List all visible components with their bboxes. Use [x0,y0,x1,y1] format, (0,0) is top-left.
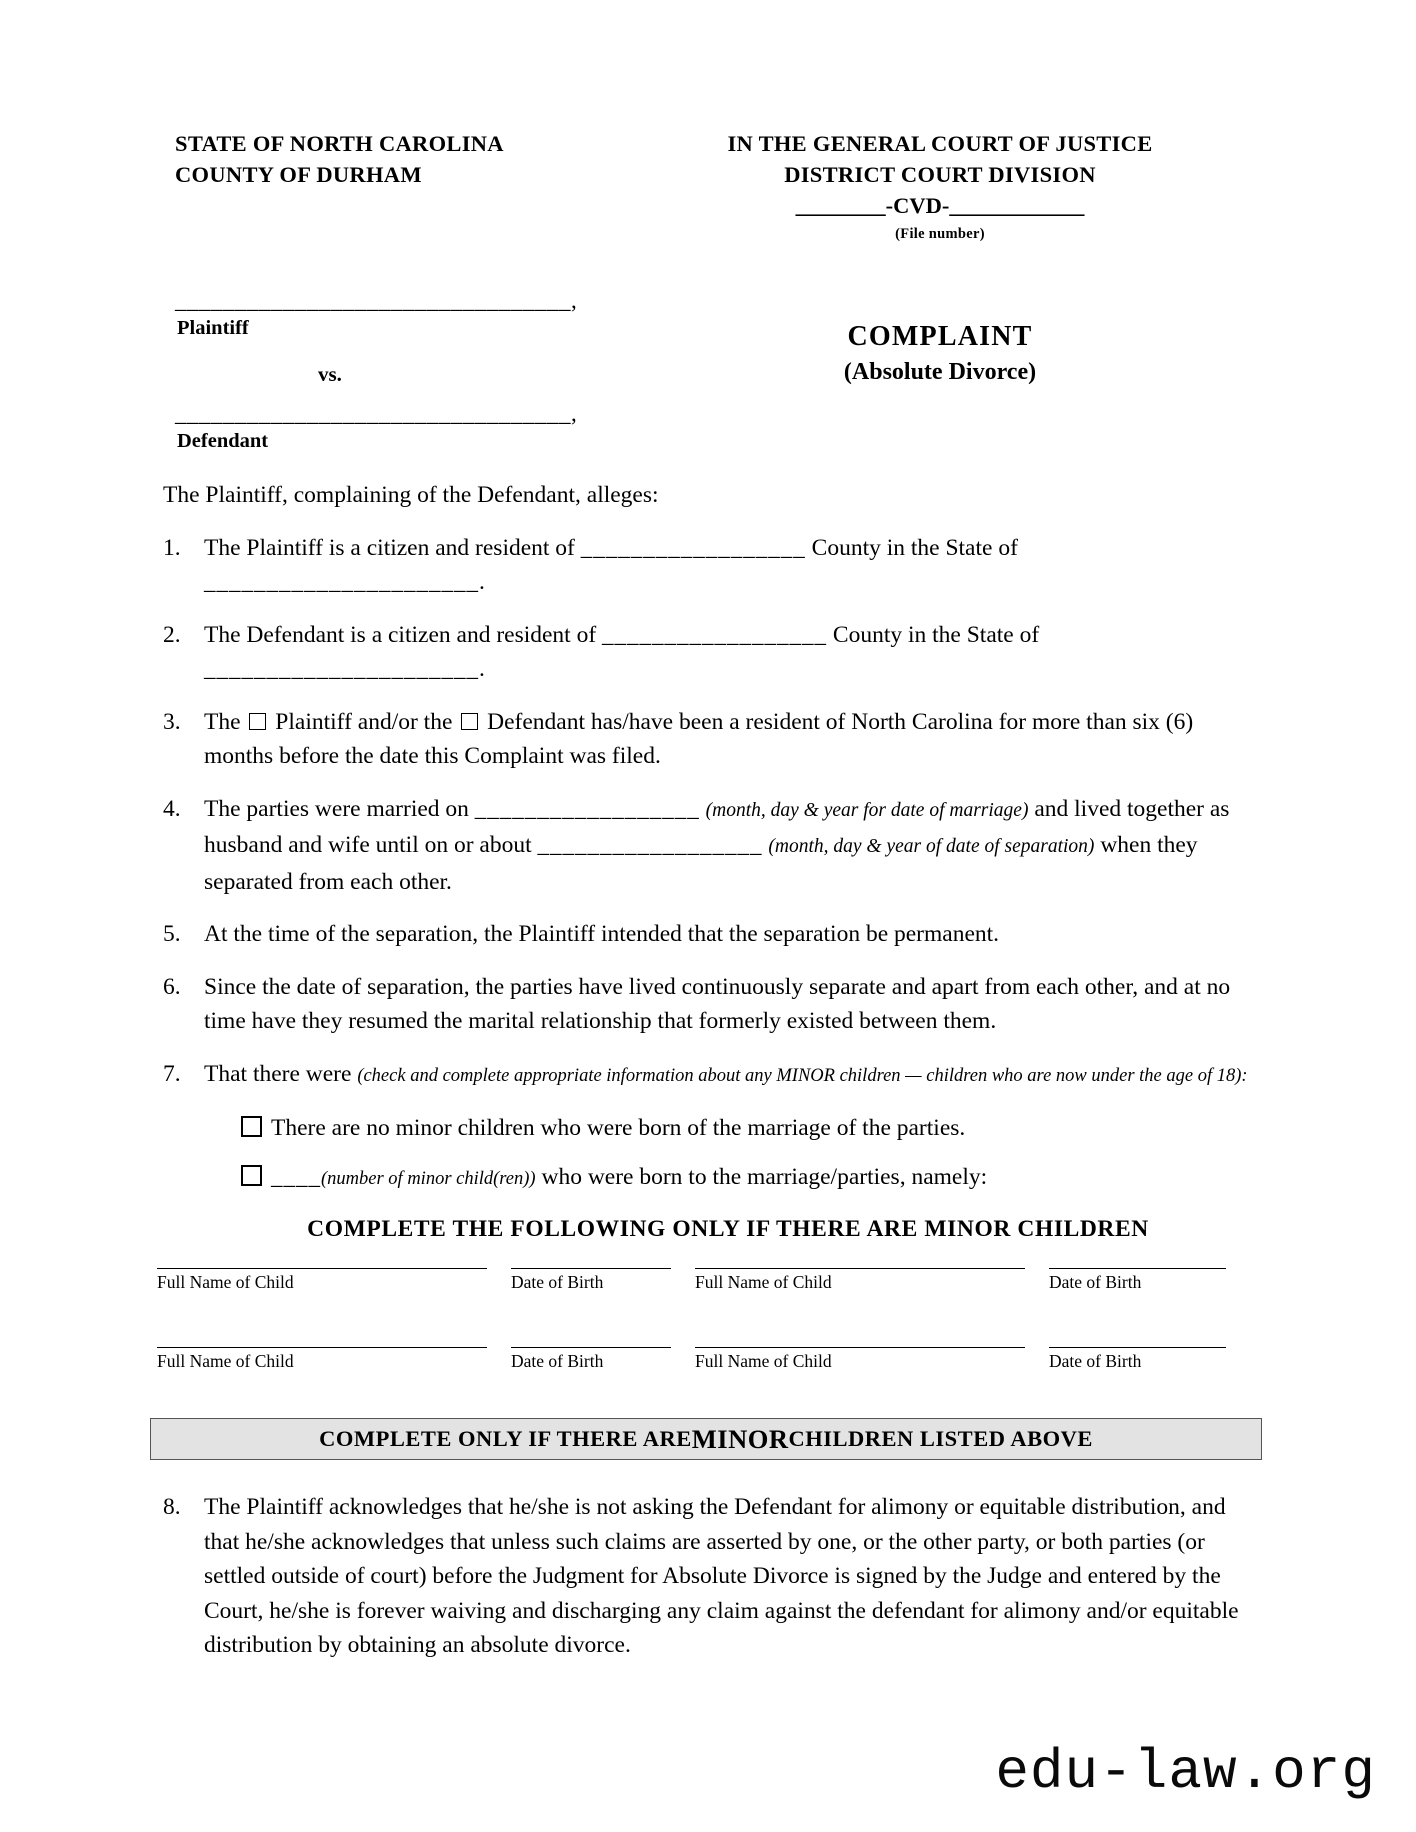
waiver-paragraph [163,1490,1263,1663]
waiver-paragraph-block [163,1490,1263,1663]
blank-fill-field[interactable]: __________________ [580,534,806,560]
defendant-label: Defendant [177,430,269,452]
minor-child-row [157,1268,1260,1293]
minor-children-count-hint: (number of minor child(ren)) [321,1168,536,1189]
allegation-text: The [204,708,247,735]
county-line: COUNTY OF DURHAM [175,162,422,187]
child-name-field[interactable] [157,1268,487,1293]
allegation-text: The Defendant is a citizen and resident of [204,621,603,648]
child-name-field[interactable] [695,1268,1025,1293]
column-label: Date of Birth [1049,1272,1142,1292]
allegation-text: The Plaintiff is a citizen and resident of [204,534,581,561]
banner-text-2: CHILDREN LISTED ABOVE [788,1426,1093,1451]
blank-fill-field[interactable]: __________________ [602,621,828,647]
column-label: Date of Birth [1049,1351,1142,1371]
column-label: Date of Birth [511,1351,604,1371]
allegation-number: 5. [163,921,181,947]
allegation-number: 3. [163,708,181,735]
document-title-block [700,321,1180,386]
file-number-label: (File number) [895,226,985,242]
no-minor-children-checkbox[interactable] [241,1116,262,1137]
defendant-residency-checkbox[interactable] [461,713,478,730]
banner-text-1: COMPLETE ONLY IF THERE ARE [319,1426,692,1451]
allegation-text: The parties were married on [204,795,475,822]
child-dob-field[interactable] [511,1268,671,1293]
allegation-text: At the time of the separation, the Plaintiff intended that the separation be permanent. [204,921,1000,947]
document-title: COMPLAINT [847,321,1033,352]
no-minor-children-label: There are no minor children who were born of the marriage of the parties. [271,1115,966,1141]
allegation-text: . [479,656,485,682]
plaintiff-name-field[interactable]: _________________________________, [175,288,578,313]
allegations-body [163,478,1263,1247]
allegation-item-6 [163,970,1263,1039]
blank-fill-field[interactable]: __________________ [537,832,763,857]
court-line-1: IN THE GENERAL COURT OF JUSTICE [727,131,1153,156]
allegation-text: That there were [204,1060,358,1087]
allegation-item-5 [163,917,1263,952]
allegation-text: Defendant has/have been a resident of North Carolina for more than six (6) months before the date this Complaint was filed. [204,708,1194,769]
allegation-text: County in the State of [827,621,1040,648]
allegation-text: Plaintiff and/or the [269,708,459,735]
plaintiff-label: Plaintiff [177,317,249,339]
case-caption [0,288,1416,452]
blank-fill-field[interactable]: ______________________ [204,569,479,594]
allegation-number: 6. [163,973,181,1000]
file-number-field[interactable]: ________-CVD-____________ [795,193,1085,218]
allegation-number: 7. [163,1060,181,1087]
blank-fill-field[interactable]: __________________ [474,795,700,821]
child-name-field[interactable] [157,1347,487,1372]
site-watermark: edu-law.org [995,1740,1376,1804]
document-subtitle: (Absolute Divorce) [843,359,1037,385]
minor-child-row [157,1347,1260,1372]
allegation-text: when they separated from each other. [204,832,1198,895]
minor-children-count-text: who were born to the marriage/parties, namely: [535,1163,988,1190]
minor-children-count-option[interactable] [241,1160,1263,1197]
banner-emphasis: MINOR [691,1423,789,1454]
waiver-paragraph-number: 8. [163,1494,181,1520]
allegation-text: . [479,569,485,595]
minor-children-count-field[interactable]: ____ [271,1163,321,1189]
allegation-number: 1. [163,534,181,561]
allegation-item-1 [163,531,1263,600]
waiver-paragraph-text: The Plaintiff acknowledges that he/she is not asking the Defendant for alimony or equitable distribution, and that he/she acknowledges that unless such claims are asserted by one, or the other party, or both parties (or settled outside of court) before the Judgment for Absolute Divorce is signed by the Judge and entered by the Court, he/she is forever waiving and discharging any claim against the defendant for alimony and/or equitable distribution by obtaining an absolute divorce. [204,1494,1239,1658]
allegation-item-2 [163,618,1263,687]
child-dob-field[interactable] [511,1347,671,1372]
plaintiff-residency-checkbox[interactable] [249,713,266,730]
column-label: Full Name of Child [157,1351,294,1371]
allegation-item-4 [163,792,1263,900]
allegation-number: 2. [163,621,181,648]
allegation-text: Since the date of separation, the parties have lived continuously separate and apart from each other, and at no time have they resumed the marital relationship that formerly existed between them. [204,973,1231,1034]
document-header [0,128,1416,242]
minor-children-table [157,1268,1260,1426]
defendant-name-field[interactable]: _________________________________, [175,401,578,426]
child-name-field[interactable] [695,1347,1025,1372]
court-line-2: DISTRICT COURT DIVISION [784,162,1096,187]
minor-children-banner [150,1418,1262,1460]
allegation-item-3 [163,705,1263,774]
court-division-block [700,128,1180,250]
minor-children-instruction-heading: COMPLETE THE FOLLOWING ONLY IF THERE ARE MINOR CHILDREN [307,1216,1149,1242]
child-dob-field[interactable] [1049,1347,1226,1372]
allegation-text: County in the State of [805,534,1018,561]
column-label: Full Name of Child [695,1272,832,1292]
child-dob-field[interactable] [1049,1268,1226,1293]
blank-fill-field[interactable]: ______________________ [204,656,479,681]
allegation-text: and lived together as husband and wife until on or about [204,795,1230,858]
no-minor-children-option[interactable] [241,1111,1263,1146]
versus-label: vs. [318,362,342,386]
column-label: Date of Birth [511,1272,604,1292]
allegation-list [163,531,1263,1094]
column-label: Full Name of Child [695,1351,832,1371]
minor-children-checkbox[interactable] [241,1165,262,1186]
column-label: Full Name of Child [157,1272,294,1292]
state-line: STATE OF NORTH CAROLINA [175,131,504,156]
allegation-item-7 [163,1057,1263,1094]
court-jurisdiction-block [175,128,504,190]
instruction-note: (month, day & year of date of separation) [768,836,1095,857]
allegation-number: 4. [163,795,181,822]
instruction-note: (month, day & year for date of marriage) [705,799,1029,821]
intro-paragraph: The Plaintiff, complaining of the Defendant, alleges: [163,482,659,508]
instruction-note: (check and complete appropriate information about any MINOR children — children who are now under the age of 18): [357,1065,1248,1086]
